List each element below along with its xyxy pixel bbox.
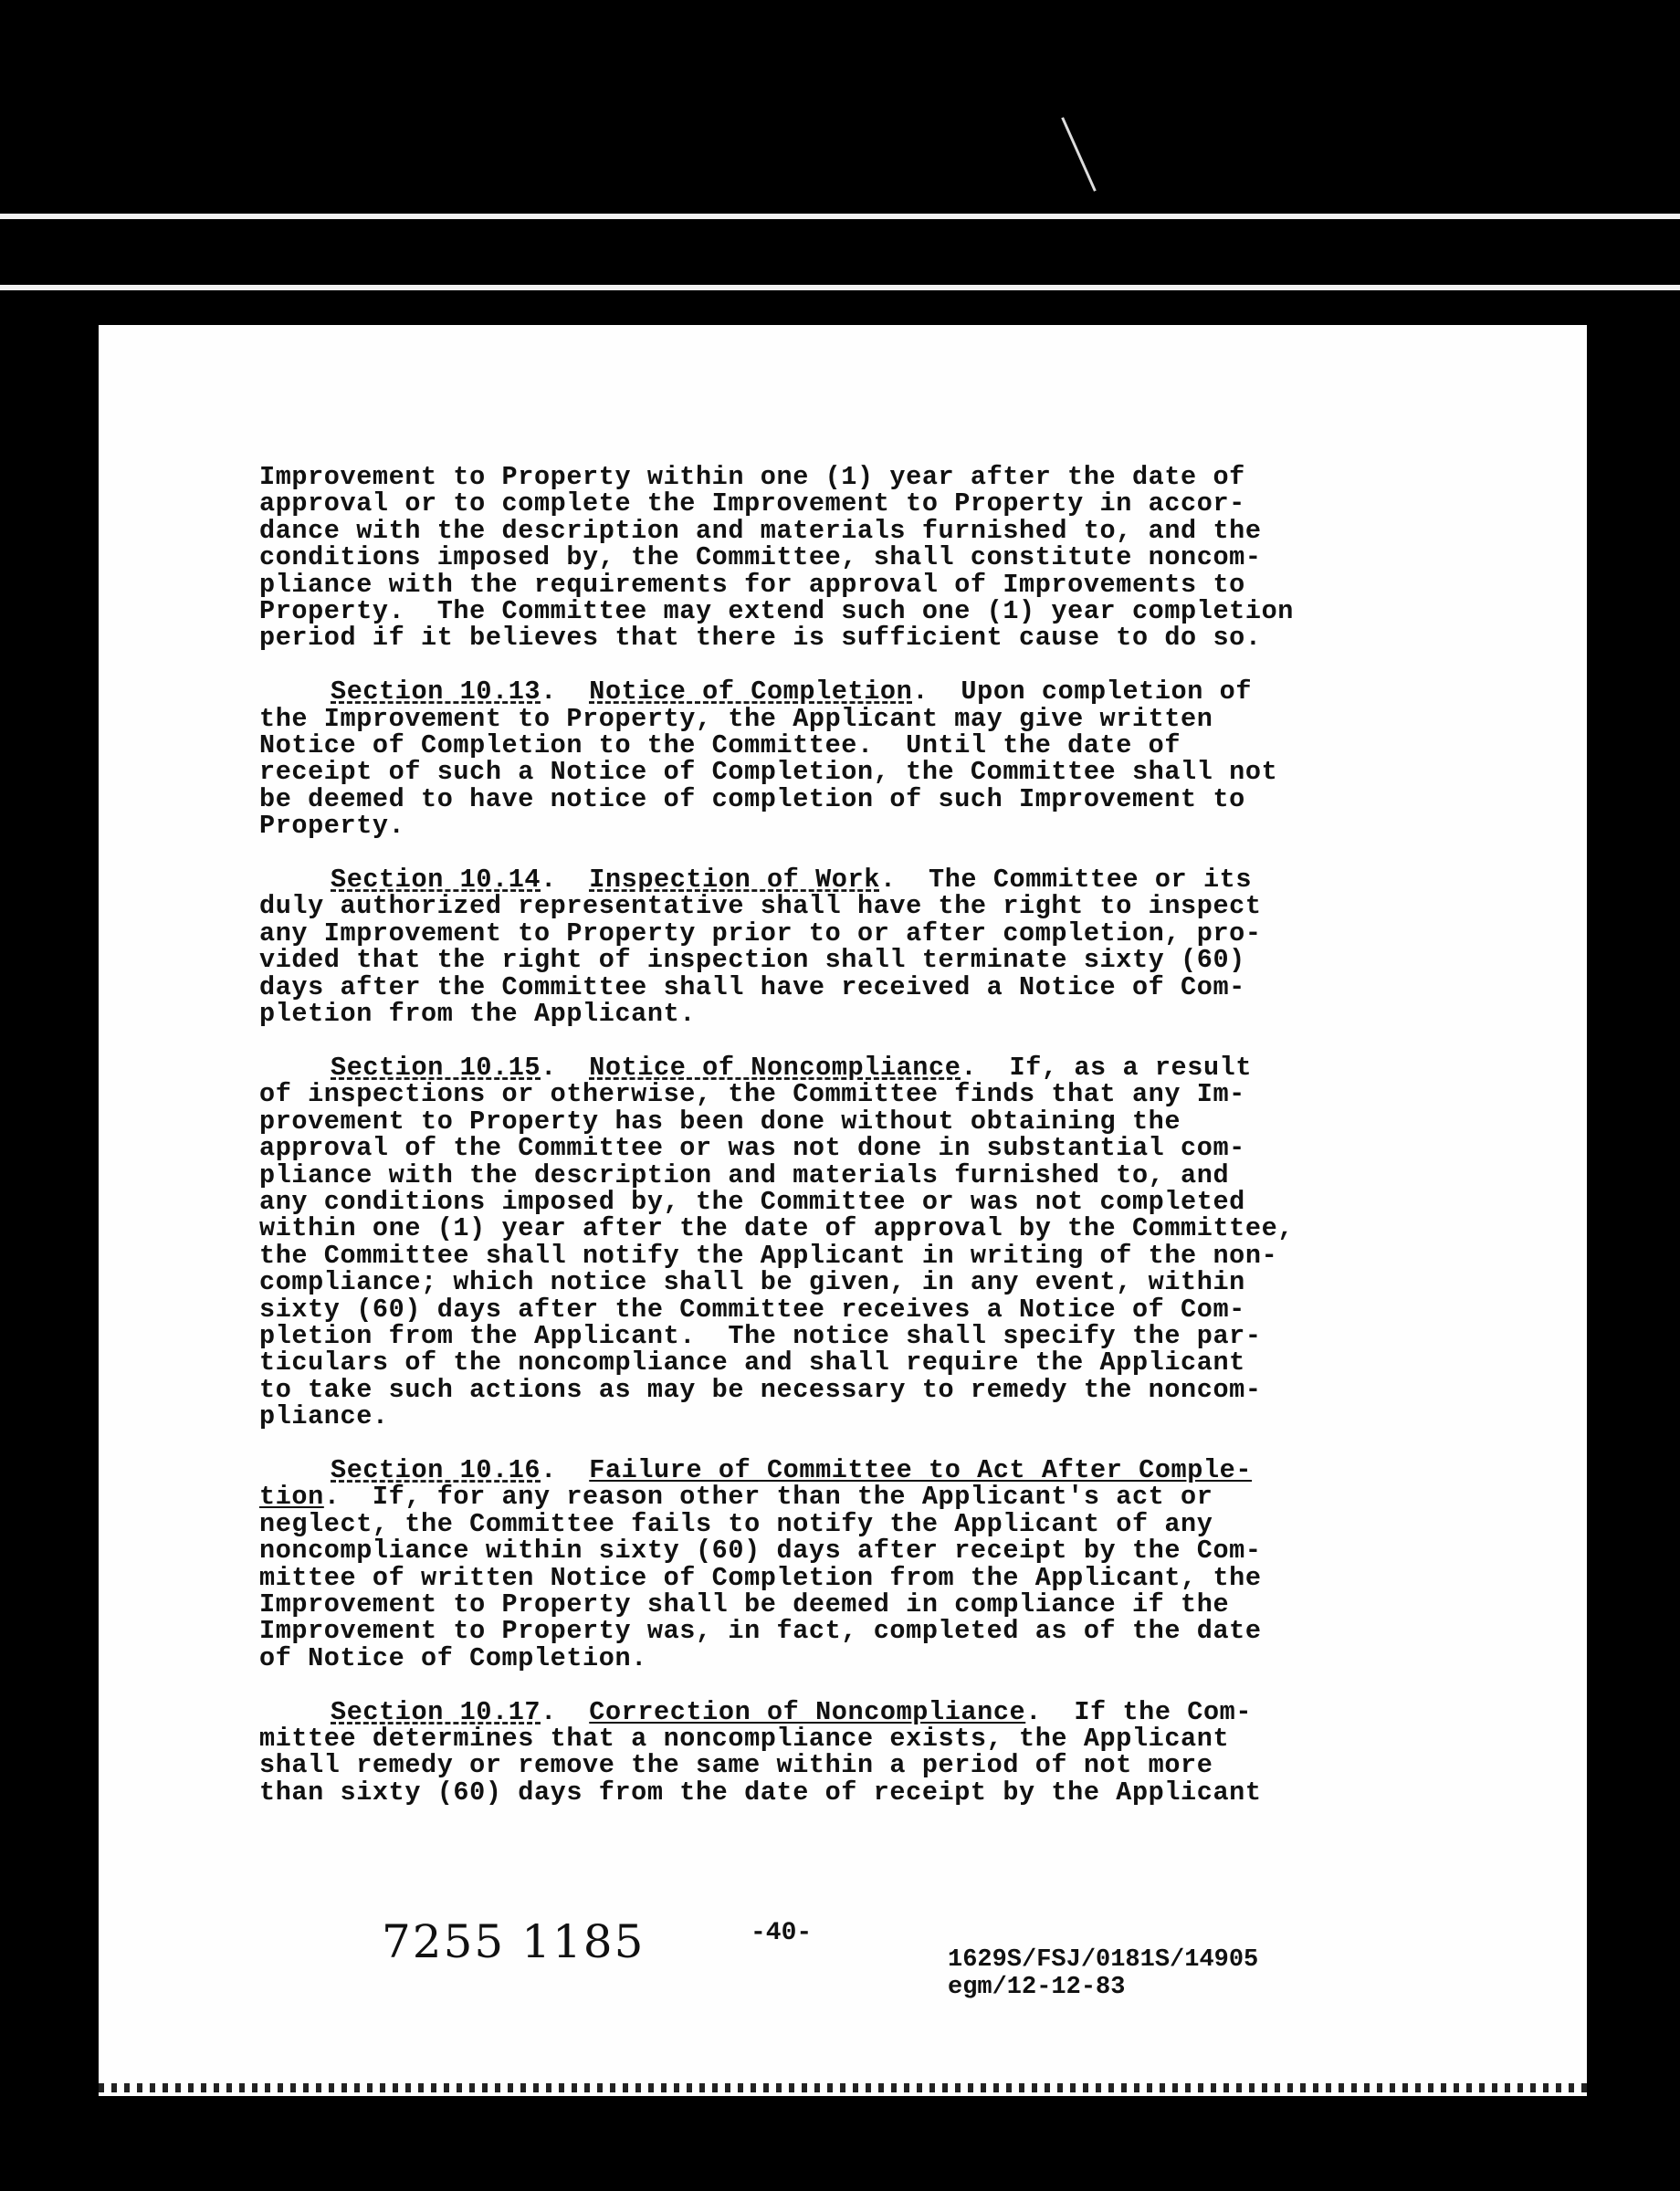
section-first-line-text: The Committee or its	[929, 865, 1253, 896]
section-first-line-text: If, for any reason other than the Applicant's act or	[372, 1482, 1213, 1513]
text-line: approval or to complete the Improvement to Property in accor-	[259, 488, 1245, 519]
section-first-line-text: If the Com-	[1074, 1696, 1253, 1727]
section-title: Notice of Noncompliance	[589, 1052, 961, 1083]
text-line: pliance with the description and materials furnished to, and	[259, 1159, 1230, 1190]
section-heading-line: Section 10.14. Inspection of Work. The Committee or its	[331, 865, 1253, 896]
text-line: Notice of Completion to the Committee. Until the date of	[259, 730, 1181, 761]
section-number: Section 10.14	[331, 865, 541, 896]
section-heading-line: Section 10.15. Notice of Noncompliance. If, as a result	[331, 1052, 1253, 1083]
text-line: noncompliance within sixty (60) days after receipt by the Com-	[259, 1536, 1262, 1567]
section-10-16	[259, 1454, 1519, 1673]
text-line: Improvement to Property within one (1) year after the date of	[259, 462, 1245, 492]
section-number: Section 10.16	[331, 1454, 541, 1485]
page-bottom-edge	[99, 2083, 1587, 2092]
text-line: of Notice of Completion.	[259, 1642, 647, 1673]
section-title: Inspection of Work	[589, 865, 880, 896]
text-line: conditions imposed by, the Committee, shall constitute noncom-	[259, 542, 1262, 573]
text-line: Improvement to Property was, in fact, completed as of the date	[259, 1616, 1262, 1647]
scan-artifact-stripe	[0, 214, 1680, 219]
reference-line: 1629S/FSJ/0181S/14905	[948, 1946, 1259, 1974]
section-title-continuation: tion	[259, 1482, 324, 1513]
section-10-13	[259, 676, 1519, 842]
section-first-line-text: Upon completion of	[961, 676, 1253, 708]
text-line: compliance; which notice shall be given, in any event, within	[259, 1267, 1245, 1298]
document-reference	[948, 1946, 1258, 2001]
text-line: shall remedy or remove the same within a period of not more	[259, 1750, 1213, 1781]
text-line: any conditions imposed by, the Committee or was not completed	[259, 1186, 1245, 1217]
text-line: Property.	[259, 811, 405, 842]
reference-line: egm/12-12-83	[948, 1974, 1126, 2001]
text-line: provement to Property has been done without obtaining the	[259, 1106, 1181, 1137]
text-line: the Committee shall notify the Applicant in writing of the non-	[259, 1240, 1278, 1271]
text-line: the Improvement to Property, the Applicant may give written	[259, 703, 1213, 734]
text-line: days after the Committee shall have received a Notice of Com-	[259, 971, 1245, 1002]
page-number: -40-	[751, 1919, 813, 1947]
section-title: Failure of Committee to Act After Comple-	[589, 1454, 1253, 1485]
section-10-15	[259, 1054, 1519, 1431]
document-page	[99, 325, 1587, 2096]
text-line: of inspections or otherwise, the Committee finds that any Im-	[259, 1079, 1245, 1110]
section-number: Section 10.15	[331, 1052, 541, 1083]
text-line: Improvement to Property shall be deemed in compliance if the	[259, 1589, 1230, 1620]
text-line: duly authorized representative shall have the right to inspect	[259, 891, 1262, 922]
text-line: neglect, the Committee fails to notify the Applicant of any	[259, 1508, 1213, 1539]
section-heading-line: Section 10.17. Correction of Noncompliance. If the Com-	[331, 1696, 1253, 1727]
document-body	[259, 464, 1519, 1833]
section-number: Section 10.13	[331, 676, 541, 708]
section-10-14	[259, 865, 1519, 1030]
text-line: pletion from the Applicant.	[259, 999, 696, 1030]
text-line: pliance.	[259, 1401, 389, 1432]
text-line: pliance with the requirements for approval of Improvements to	[259, 569, 1245, 600]
text-line: ticulars of the noncompliance and shall require the Applicant	[259, 1347, 1245, 1379]
text-line: to take such actions as may be necessary to remedy the noncom-	[259, 1374, 1262, 1405]
text-line: pletion from the Applicant. The notice shall specify the par-	[259, 1320, 1262, 1351]
section-first-line-text: If, as a result	[1009, 1052, 1253, 1083]
text-line: be deemed to have notice of completion of such Improvement to	[259, 783, 1245, 814]
section-heading-line: Section 10.16. Failure of Committee to Act After Comple-	[331, 1454, 1253, 1485]
section-title: Correction of Noncompliance	[589, 1696, 1026, 1727]
section-10-17	[259, 1696, 1519, 1808]
text-line: mittee of written Notice of Completion from the Applicant, the	[259, 1562, 1262, 1593]
section-number: Section 10.17	[331, 1696, 541, 1727]
text-line: receipt of such a Notice of Completion, the Committee shall not	[259, 757, 1278, 788]
text-line: approval of the Committee or was not done in substantial com-	[259, 1133, 1245, 1164]
section-heading-line: Section 10.13. Notice of Completion. Upon completion of	[331, 676, 1253, 708]
text-line: Property. The Committee may extend such one (1) year completion	[259, 596, 1294, 627]
text-line: than sixty (60) days from the date of receipt by the Applicant	[259, 1777, 1262, 1808]
text-line: vided that the right of inspection shall terminate sixty (60)	[259, 945, 1245, 976]
text-line: sixty (60) days after the Committee receives a Notice of Com-	[259, 1294, 1245, 1325]
section-title-continuation-line: tion. If, for any reason other than the Applicant's act or	[259, 1482, 1213, 1513]
section-title: Notice of Completion	[589, 676, 913, 708]
text-line: mittee determines that a noncompliance exists, the Applicant	[259, 1724, 1230, 1755]
scan-dark-border	[0, 0, 1680, 215]
text-line: period if it believes that there is sufficient cause to do so.	[259, 623, 1262, 654]
scan-artifact-stripe	[0, 285, 1680, 290]
text-line: dance with the description and materials furnished to, and the	[259, 515, 1262, 546]
text-line: within one (1) year after the date of approval by the Committee,	[259, 1213, 1294, 1244]
text-line: any Improvement to Property prior to or after completion, pro-	[259, 917, 1262, 949]
document-stamp: 7255 1185	[382, 1915, 646, 1968]
paragraph-intro	[259, 464, 1519, 652]
